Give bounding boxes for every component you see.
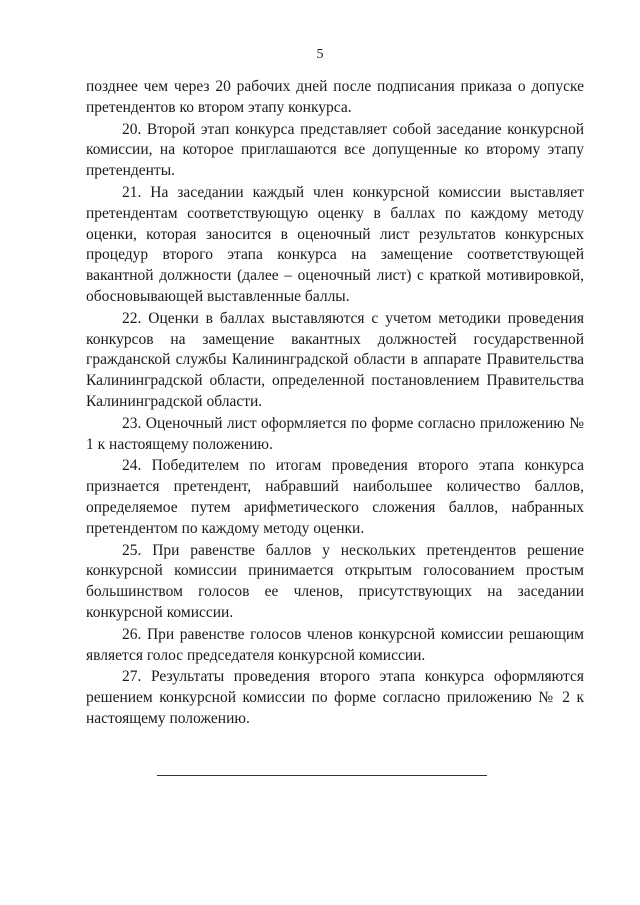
- paragraph-26: 26. При равенстве голосов членов конкурсной комиссии решающим является голос председателя конкурсной комиссии.: [86, 625, 584, 664]
- page-number: 5: [316, 47, 324, 62]
- paragraph-20: 20. Второй этап конкурса представляет собой заседание конкурсной комиссии, на которое приглашаются все допущенные ко второму этапу претенденты.: [86, 120, 584, 180]
- paragraph-22: 22. Оценки в баллах выставляются с учетом методики проведения конкурсов на замещение вакантных должностей государственной гражданской службы Калининградской области в аппарате Правительства Калининградской области, определенной постановлением Правительства Калининградской области.: [86, 309, 584, 410]
- paragraph-25: 25. При равенстве баллов у нескольких претендентов решение конкурсной комиссии принимается открытым голосованием простым большинством голосов ее членов, присутствующих на заседании конкурсной комиссии.: [86, 541, 584, 621]
- paragraph-24: 24. Победителем по итогам проведения второго этапа конкурса признается претендент, набравший наибольшее количество баллов, определяемое путем арифметического сложения баллов, набранных претендентом по каждому методу оценки.: [86, 457, 584, 537]
- paragraph-21: 21. На заседании каждый член конкурсной комиссии выставляет претендентам соответствующую оценку в баллах по каждому методу оценки, которая заносится в оценочный лист результатов конкурсных процедур второго этапа конкурса на замещение соответствующей вакантной должности (далее – оценочный лист) с краткой мотивировкой, обосновывающей выставленные баллы.: [86, 183, 584, 305]
- paragraph-27: 27. Результаты проведения второго этапа конкурса оформляются решением конкурсной комиссии по форме согласно приложению № 2 к настоящему положению.: [86, 668, 584, 727]
- end-divider-line: [157, 775, 487, 776]
- document-body: [86, 77, 584, 731]
- paragraph-23: 23. Оценочный лист оформляется по форме согласно приложению № 1 к настоящему положению.: [86, 414, 584, 453]
- paragraph-continuation: позднее чем через 20 рабочих дней после подписания приказа о допуске претендентов ко втором этапу конкурса.: [86, 78, 584, 116]
